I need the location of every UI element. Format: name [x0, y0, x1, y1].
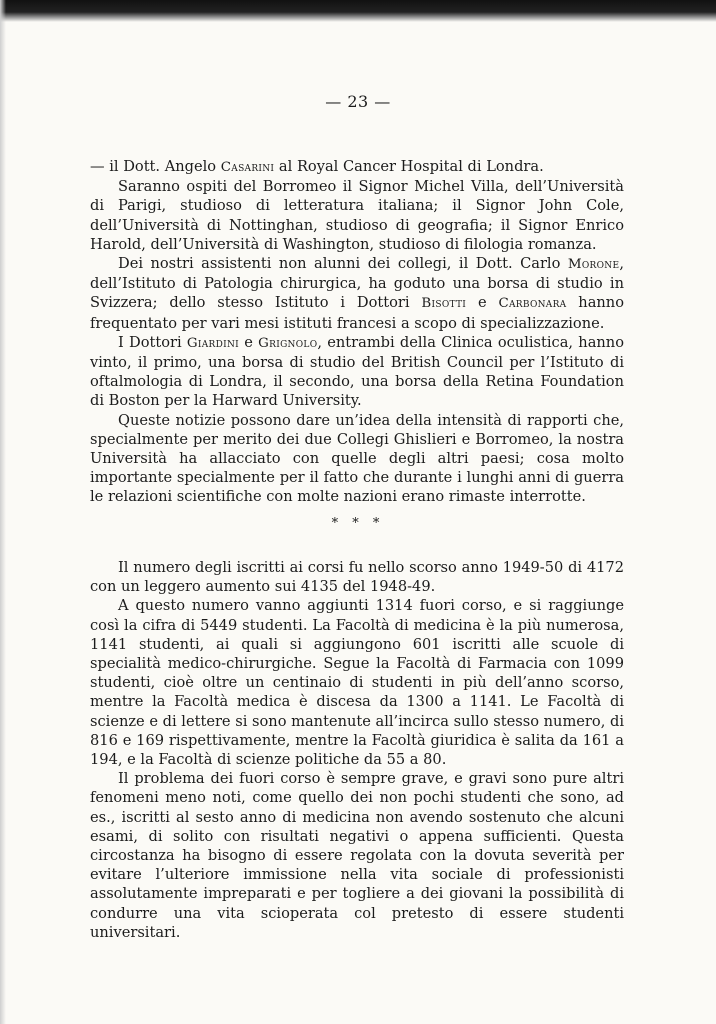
person-name: Carbonara	[498, 296, 567, 312]
paragraph	[90, 254, 624, 333]
text-section-enrollment	[90, 558, 624, 942]
person-name: Grignolo	[258, 335, 318, 351]
paragraph: A questo numero vanno aggiunti 1314 fuori corso, e si raggiunge così la cifra di 5449 studenti. La Facoltà di medicina è la più numerosa, 1141 studenti, ai quali si aggiungono 601 iscritti alle scuole di specialità medico-chirurgiche. Segue la Facoltà di Farmacia con 1099 studenti, cioè oltre un centinaio di studenti in più dell’anno scorso, mentre la Facoltà medica è discesa da 1300 a 1141. Le Facoltà di scienze e di lettere si sono mantenute all’incirca sullo stesso numero, di 816 e 169 rispettivamente, mentre la Facoltà giuridica è salita da 161 a 194, e la Facoltà di scienze politiche da 55 a 80.	[90, 597, 624, 769]
text-run: — il Dott. Angelo	[90, 158, 221, 175]
text-run: hanno frequentato per vari mesi istituti francesi a scopo di specializzazione.	[90, 294, 624, 332]
page-number: — 23 —	[325, 92, 391, 111]
scan-left-edge	[0, 0, 6, 1024]
paragraph: Saranno ospiti del Borromeo il Signor Michel Villa, dell’Università di Parigi, studioso di letteratura italiana; il Signor John Cole, dell’Università di Nottinghan, studioso di geografia; il Signor Enrico Harold, dell’Università di Washington, studioso di filologia romanza.	[90, 178, 624, 253]
person-name: Giardini	[186, 335, 240, 351]
paragraph	[90, 333, 624, 411]
paragraph: Il problema dei fuori corso è sempre grave, e gravi sono pure altri fenomeni meno noti, come quello dei non pochi studenti che sono, ad es., iscritti al sesto anno di medicina non avendo sostenuto che alcuni esami, di solito con risultati negativi o appena sufficienti. Questa circostanza ha bisogno di essere regolata con la dovuta severità per evitare l’ulteriore immissione nella vita sociale di professionisti assolutamente impreparati e per togliere a dei giovani la possibilità di condurre una vita scioperata col pretesto di essere studenti universitari.	[90, 770, 624, 941]
text-run: , dell’Istituto di Patologia chirurgica, ha goduto una borsa di studio in Svizzera; dello stesso Istituto i Dottori	[90, 255, 624, 312]
text-run: Dei nostri assistenti non alunni dei collegi, il Dott. Carlo	[118, 255, 568, 273]
text-run: , entrambi della Clinica oculistica, hanno vinto, il primo, una borsa di studio del British Council per l’Istituto di oftalmologia di Londra, il secondo, una borsa della Retina Foundation di Boston per la Harward University.	[90, 333, 624, 410]
text-run: e	[466, 294, 499, 312]
person-name: Casarini	[220, 160, 275, 175]
paragraph: Queste notizie possono dare un’idea della intensità di rapporti che, specialmente per merito dei due Collegi Ghislieri e Borromeo, la nostra Università ha allacciato con quelle degli altri paesi; cosa molto importante specialmente per il fatto che durante i lunghi anni di guerra le relazioni scientifiche con molte nazioni erano rimaste interrotte.	[90, 411, 624, 506]
text-run: al Royal Cancer Hospital di Londra.	[274, 158, 544, 175]
person-name: Bisotti	[421, 296, 467, 312]
paragraph	[90, 157, 624, 177]
text-section-exchanges	[90, 157, 624, 507]
scan-top-edge	[0, 0, 716, 22]
person-name: Morone	[567, 257, 620, 273]
text-run: I Dottori	[118, 333, 187, 351]
section-separator: * * *	[331, 516, 385, 531]
text-run: e	[239, 333, 259, 351]
paragraph: Il numero degli iscritti ai corsi fu nello scorso anno 1949-50 di 4172 con un leggero aumento sui 4135 del 1948-49.	[90, 559, 624, 596]
